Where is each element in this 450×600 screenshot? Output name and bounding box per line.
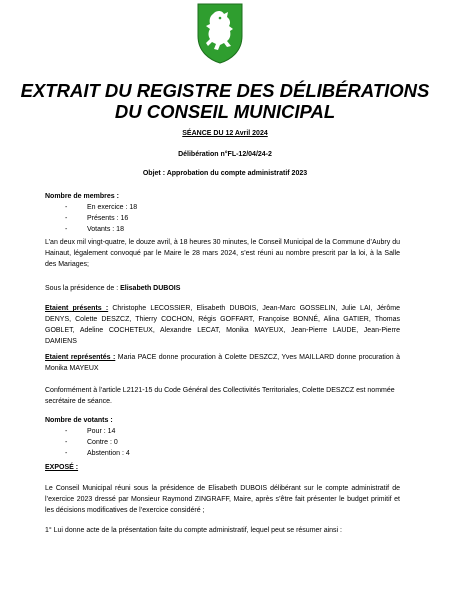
membres-item: - Présents : 16 xyxy=(65,213,400,224)
presidence-name: Elisabeth DUBOIS xyxy=(120,285,181,292)
votants-section xyxy=(45,415,400,459)
intro-paragraph: L’an deux mil vingt-quatre, le douze avril, à 18 heures 30 minutes, le Conseil Municipal de la Commune d’Aubry du Hainaut, légalement convoqué par le Maire le 28 mars 2024, s’est réuni au nombre prescrit par la loi, à la Salle des Mariages; xyxy=(45,239,400,268)
presidence-line xyxy=(45,283,400,294)
presents-paragraph xyxy=(45,303,400,347)
votants-item: - Abstention : 4 xyxy=(65,448,400,459)
votants-heading: Nombre de votants : xyxy=(45,417,113,424)
deliberation-number: Délibération n°FL-12/04/24-2 xyxy=(178,151,272,158)
membres-list xyxy=(45,202,400,235)
presidence-label: Sous la présidence de : xyxy=(45,285,121,292)
votants-item: - Pour : 14 xyxy=(65,426,400,437)
presents-label: Etaient présents : xyxy=(45,305,109,312)
membres-section xyxy=(45,191,400,235)
votants-list xyxy=(45,426,400,459)
presents-text: Christophe LECOSSIER, Elisabeth DUBOIS, Jean-Marc GOSSELIN, Julie LAI, Jérôme DENYS, Colette DESZCZ, Thierry COCHON, Régis GOFFART, Françoise BONNÉ, Alina GATIER, Thomas GOBLET, Adeline COCHETEUX, Alexandre LECAT, Monika MAYEUX, Jean-Pierre LAUDE, Jean-Pierre DAMIENS xyxy=(45,305,401,345)
expose-heading: EXPOSÉ : xyxy=(45,464,79,471)
seance-date: SÉANCE DU 12 Avril 2024 xyxy=(182,130,268,137)
objet-line: Objet : Approbation du compte administratif 2023 xyxy=(142,170,308,177)
representes-text: Maria PACE donne procuration à Colette DESZCZ, Yves MAILLARD donne procuration à Monika MAYEUX xyxy=(45,354,400,372)
secretaire-paragraph: Conformément à l’article L2121-15 du Code Général des Collectivités Territoriales, Colette DESZCZ est nommée secrétaire de séance. xyxy=(45,387,395,405)
representes-paragraph xyxy=(45,352,400,374)
membres-item: - En exercice : 18 xyxy=(65,202,400,213)
membres-item: - Votants : 18 xyxy=(65,224,400,235)
representes-label: Etaient représentés : xyxy=(45,354,116,361)
document-title-line2: DU CONSEIL MUNICIPAL xyxy=(114,101,336,122)
expose-paragraph: Le Conseil Municipal réuni sous la présidence de Elisabeth DUBOIS délibérant sur le compte administratif de l’exercice 2023 dressé par Monsieur Raymond ZINGRAFF, Maire, après s’être fait présenter le budget primitif et les décisions modificatives de l’exercice considéré ; xyxy=(45,485,400,514)
membres-heading: Nombre de membres : xyxy=(45,193,119,200)
votants-item: - Contre : 0 xyxy=(65,437,400,448)
lion-rampant-shield-icon xyxy=(196,2,244,64)
expose-point-1: 1° Lui donne acte de la présentation faite du compte administratif, lequel peut se résumer ainsi : xyxy=(45,527,342,534)
document-title-line1: EXTRAIT DU REGISTRE DES DÉLIBÉRATIONS xyxy=(20,80,430,101)
